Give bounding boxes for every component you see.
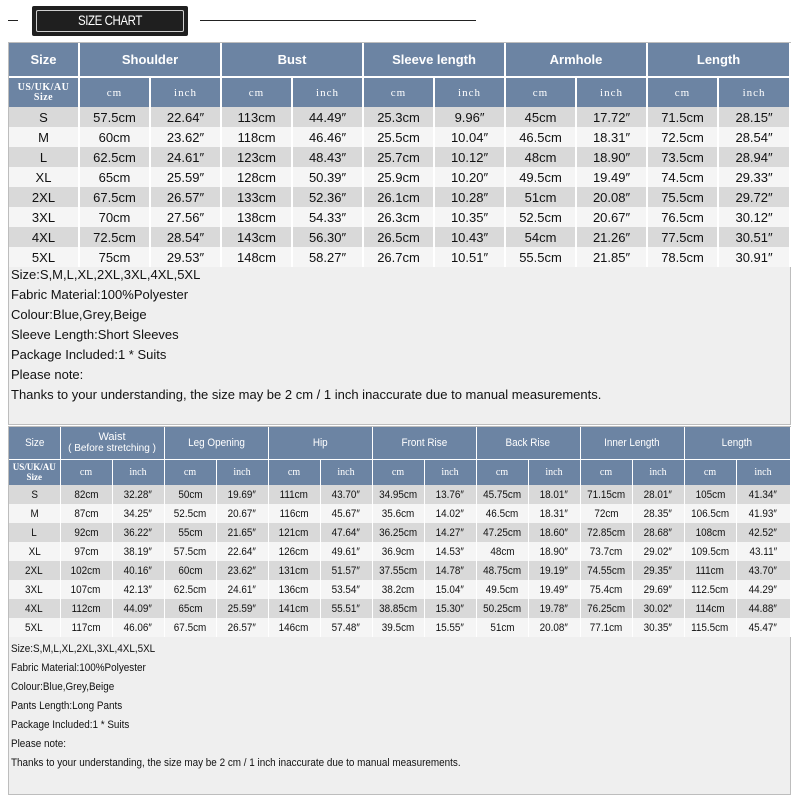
- measurement-cell: 28.54″: [150, 227, 221, 247]
- column-header-bust: Bust: [221, 43, 363, 77]
- unit-header: cm: [60, 459, 112, 485]
- measurement-cell: 27.56″: [150, 207, 221, 227]
- measurement-cell: 9.96″: [434, 107, 505, 127]
- unit-header: inch: [632, 459, 684, 485]
- table-row: [9, 599, 790, 618]
- pants-size-rows: [9, 485, 790, 637]
- measurement-cell: 70cm: [79, 207, 150, 227]
- waist-note: ( Before stretching ): [68, 443, 156, 455]
- measurement-cell: 45.75cm: [476, 485, 528, 504]
- measurement-cell: 62.5cm: [79, 147, 150, 167]
- header-rule: [200, 20, 476, 21]
- measurement-cell: 115.5cm: [684, 618, 736, 637]
- measurement-cell: 41.34″: [736, 485, 790, 504]
- measurement-cell: 28.01″: [632, 485, 684, 504]
- measurement-cell: 18.60″: [528, 523, 580, 542]
- measurement-cell: 44.49″: [292, 107, 363, 127]
- measurement-cell: 50.25cm: [476, 599, 528, 618]
- measurement-cell: 128cm: [221, 167, 292, 187]
- tops-notes: [11, 265, 786, 405]
- measurement-cell: 30.91″: [718, 247, 790, 267]
- measurement-cell: 55cm: [164, 523, 216, 542]
- measurement-cell: 24.61″: [150, 147, 221, 167]
- note-line: Thanks to your understanding, the size may be 2 cm / 1 inch inaccurate due to manual measurements.: [11, 757, 461, 769]
- measurement-cell: 30.12″: [718, 207, 790, 227]
- table-row: [9, 504, 790, 523]
- measurement-cell: 28.15″: [718, 107, 790, 127]
- measurement-cell: 148cm: [221, 247, 292, 267]
- measurement-cell: 48.75cm: [476, 561, 528, 580]
- size-cell: M: [9, 504, 60, 523]
- measurement-cell: 25.59″: [216, 599, 268, 618]
- measurement-cell: 54cm: [505, 227, 576, 247]
- pants-size-table: [9, 427, 791, 637]
- measurement-cell: 14.78″: [424, 561, 476, 580]
- measurement-cell: 37.55cm: [372, 561, 424, 580]
- measurement-cell: 114cm: [684, 599, 736, 618]
- measurement-cell: 48cm: [505, 147, 576, 167]
- table-row: [9, 618, 790, 637]
- measurement-cell: 25.5cm: [363, 127, 434, 147]
- measurement-cell: 118cm: [221, 127, 292, 147]
- size-cell: S: [9, 107, 79, 127]
- size-region-label: US/UK/AU: [17, 81, 70, 93]
- measurement-cell: 35.6cm: [372, 504, 424, 523]
- unit-header: cm: [505, 77, 576, 107]
- table-row: [9, 147, 790, 167]
- measurement-cell: 41.93″: [736, 504, 790, 523]
- measurement-cell: 26.57″: [216, 618, 268, 637]
- unit-header: cm: [79, 77, 150, 107]
- unit-header: inch: [528, 459, 580, 485]
- measurement-cell: 26.7cm: [363, 247, 434, 267]
- measurement-cell: 56.30″: [292, 227, 363, 247]
- tops-size-panel: [8, 42, 791, 425]
- note-line: Fabric Material:100%Polyester: [11, 287, 189, 302]
- size-chart-badge: [32, 6, 188, 36]
- measurement-cell: 21.65″: [216, 523, 268, 542]
- size-chart-title: SIZE CHART: [78, 12, 142, 28]
- column-header-back-rise: Back Rise: [476, 427, 580, 459]
- measurement-cell: 29.02″: [632, 542, 684, 561]
- measurement-cell: 28.35″: [632, 504, 684, 523]
- note-line: Fabric Material:100%Polyester: [11, 662, 146, 674]
- measurement-cell: 20.67″: [576, 207, 647, 227]
- measurement-cell: 57.48″: [320, 618, 372, 637]
- measurement-cell: 43.11″: [736, 542, 790, 561]
- measurement-cell: 26.5cm: [363, 227, 434, 247]
- column-header-waist: [60, 427, 164, 459]
- tops-size-table: [9, 43, 791, 267]
- unit-header: cm: [372, 459, 424, 485]
- measurement-cell: 38.2cm: [372, 580, 424, 599]
- unit-header: cm: [684, 459, 736, 485]
- measurement-cell: 75.5cm: [647, 187, 718, 207]
- unit-header: cm: [580, 459, 632, 485]
- measurement-cell: 18.31″: [576, 127, 647, 147]
- size-chart-header: [0, 0, 800, 40]
- header-dash: [8, 20, 18, 21]
- measurement-cell: 28.94″: [718, 147, 790, 167]
- measurement-cell: 44.09″: [112, 599, 164, 618]
- note-line: Size:S,M,L,XL,2XL,3XL,4XL,5XL: [11, 643, 156, 655]
- size-cell: 2XL: [9, 187, 79, 207]
- unit-header: cm: [221, 77, 292, 107]
- measurement-cell: 52.5cm: [505, 207, 576, 227]
- measurement-cell: 131cm: [268, 561, 320, 580]
- measurement-cell: 39.5cm: [372, 618, 424, 637]
- measurement-cell: 111cm: [268, 485, 320, 504]
- measurement-cell: 72cm: [580, 504, 632, 523]
- measurement-cell: 15.55″: [424, 618, 476, 637]
- measurement-cell: 51cm: [505, 187, 576, 207]
- column-header-shoulder: Shoulder: [79, 43, 221, 77]
- measurement-cell: 46.06″: [112, 618, 164, 637]
- measurement-cell: 30.51″: [718, 227, 790, 247]
- measurement-cell: 21.85″: [576, 247, 647, 267]
- measurement-cell: 44.88″: [736, 599, 790, 618]
- measurement-cell: 52.36″: [292, 187, 363, 207]
- measurement-cell: 49.5cm: [476, 580, 528, 599]
- size-cell: M: [9, 127, 79, 147]
- measurement-cell: 19.19″: [528, 561, 580, 580]
- unit-header: cm: [363, 77, 434, 107]
- table-row: [9, 542, 790, 561]
- measurement-cell: 82cm: [60, 485, 112, 504]
- note-line: Pants Length:Long Pants: [11, 700, 123, 712]
- measurement-cell: 30.02″: [632, 599, 684, 618]
- table-row: [9, 187, 790, 207]
- measurement-cell: 26.1cm: [363, 187, 434, 207]
- size-cell: XL: [9, 542, 60, 561]
- unit-header: inch: [292, 77, 363, 107]
- measurement-cell: 38.19″: [112, 542, 164, 561]
- size-cell: 3XL: [9, 580, 60, 599]
- measurement-cell: 29.69″: [632, 580, 684, 599]
- measurement-cell: 48.43″: [292, 147, 363, 167]
- measurement-cell: 62.5cm: [164, 580, 216, 599]
- measurement-cell: 65cm: [79, 167, 150, 187]
- measurement-cell: 22.64″: [216, 542, 268, 561]
- note-line: Size:S,M,L,XL,2XL,3XL,4XL,5XL: [11, 267, 201, 282]
- note-line: Colour:Blue,Grey,Beige: [11, 681, 115, 693]
- measurement-cell: 57.5cm: [164, 542, 216, 561]
- size-cell: 5XL: [9, 618, 60, 637]
- measurement-cell: 45.47″: [736, 618, 790, 637]
- measurement-cell: 143cm: [221, 227, 292, 247]
- size-header: Size: [9, 43, 79, 77]
- measurement-cell: 13.76″: [424, 485, 476, 504]
- measurement-cell: 29.35″: [632, 561, 684, 580]
- measurement-cell: 97cm: [60, 542, 112, 561]
- measurement-cell: 112cm: [60, 599, 112, 618]
- measurement-cell: 32.28″: [112, 485, 164, 504]
- note-line: Sleeve Length:Short Sleeves: [11, 327, 179, 342]
- measurement-cell: 71.5cm: [647, 107, 718, 127]
- measurement-cell: 14.27″: [424, 523, 476, 542]
- measurement-cell: 49.61″: [320, 542, 372, 561]
- measurement-cell: 121cm: [268, 523, 320, 542]
- unit-header: inch: [424, 459, 476, 485]
- measurement-cell: 55.5cm: [505, 247, 576, 267]
- measurement-cell: 53.54″: [320, 580, 372, 599]
- table-row: [9, 107, 790, 127]
- measurement-cell: 77.1cm: [580, 618, 632, 637]
- measurement-cell: 20.08″: [576, 187, 647, 207]
- measurement-cell: 10.20″: [434, 167, 505, 187]
- size-region-label: Size: [26, 472, 42, 483]
- size-cell: S: [9, 485, 60, 504]
- measurement-cell: 44.29″: [736, 580, 790, 599]
- measurement-cell: 67.5cm: [79, 187, 150, 207]
- measurement-cell: 29.53″: [150, 247, 221, 267]
- measurement-cell: 49.5cm: [505, 167, 576, 187]
- measurement-cell: 50.39″: [292, 167, 363, 187]
- measurement-cell: 34.25″: [112, 504, 164, 523]
- measurement-cell: 40.16″: [112, 561, 164, 580]
- measurement-cell: 19.49″: [528, 580, 580, 599]
- measurement-cell: 10.43″: [434, 227, 505, 247]
- measurement-cell: 28.54″: [718, 127, 790, 147]
- measurement-cell: 57.5cm: [79, 107, 150, 127]
- note-line: Please note:: [11, 738, 67, 750]
- measurement-cell: 15.30″: [424, 599, 476, 618]
- measurement-cell: 65cm: [164, 599, 216, 618]
- size-region-label: Size: [33, 91, 54, 103]
- measurement-cell: 73.7cm: [580, 542, 632, 561]
- measurement-cell: 106.5cm: [684, 504, 736, 523]
- table-row: [9, 167, 790, 187]
- measurement-cell: 19.69″: [216, 485, 268, 504]
- measurement-cell: 76.25cm: [580, 599, 632, 618]
- measurement-cell: 29.33″: [718, 167, 790, 187]
- measurement-cell: 78.5cm: [647, 247, 718, 267]
- measurement-cell: 75.4cm: [580, 580, 632, 599]
- measurement-cell: 72.5cm: [79, 227, 150, 247]
- measurement-cell: 25.3cm: [363, 107, 434, 127]
- table-row: [9, 523, 790, 542]
- column-header-inner-length: Inner Length: [580, 427, 684, 459]
- measurement-cell: 14.02″: [424, 504, 476, 523]
- size-cell: 5XL: [9, 247, 79, 267]
- table-row: [9, 580, 790, 599]
- size-cell: XL: [9, 167, 79, 187]
- measurement-cell: 10.04″: [434, 127, 505, 147]
- size-region-header: [9, 459, 60, 485]
- measurement-cell: 123cm: [221, 147, 292, 167]
- size-cell: L: [9, 147, 79, 167]
- measurement-cell: 42.13″: [112, 580, 164, 599]
- measurement-cell: 52.5cm: [164, 504, 216, 523]
- size-cell: 2XL: [9, 561, 60, 580]
- table-row: [9, 207, 790, 227]
- measurement-cell: 36.22″: [112, 523, 164, 542]
- measurement-cell: 50cm: [164, 485, 216, 504]
- unit-header: inch: [434, 77, 505, 107]
- measurement-cell: 141cm: [268, 599, 320, 618]
- measurement-cell: 111cm: [684, 561, 736, 580]
- measurement-cell: 26.57″: [150, 187, 221, 207]
- measurement-cell: 146cm: [268, 618, 320, 637]
- measurement-cell: 17.72″: [576, 107, 647, 127]
- measurement-cell: 87cm: [60, 504, 112, 523]
- table-row: [9, 127, 790, 147]
- measurement-cell: 25.59″: [150, 167, 221, 187]
- note-line: Colour:Blue,Grey,Beige: [11, 307, 147, 322]
- size-cell: 4XL: [9, 227, 79, 247]
- measurement-cell: 36.9cm: [372, 542, 424, 561]
- unit-header: cm: [164, 459, 216, 485]
- measurement-cell: 105cm: [684, 485, 736, 504]
- measurement-cell: 14.53″: [424, 542, 476, 561]
- measurement-cell: 26.3cm: [363, 207, 434, 227]
- measurement-cell: 74.5cm: [647, 167, 718, 187]
- table-row: [9, 485, 790, 504]
- measurement-cell: 10.51″: [434, 247, 505, 267]
- measurement-cell: 74.55cm: [580, 561, 632, 580]
- size-region-label: US/UK/AU: [12, 462, 56, 473]
- measurement-cell: 23.62″: [150, 127, 221, 147]
- size-region-header: [9, 77, 79, 107]
- measurement-cell: 51cm: [476, 618, 528, 637]
- measurement-cell: 38.85cm: [372, 599, 424, 618]
- measurement-cell: 108cm: [684, 523, 736, 542]
- unit-header: inch: [112, 459, 164, 485]
- measurement-cell: 42.52″: [736, 523, 790, 542]
- measurement-cell: 20.08″: [528, 618, 580, 637]
- column-header-front-rise: Front Rise: [372, 427, 476, 459]
- measurement-cell: 75cm: [79, 247, 150, 267]
- size-cell: 3XL: [9, 207, 79, 227]
- unit-header: inch: [576, 77, 647, 107]
- measurement-cell: 116cm: [268, 504, 320, 523]
- measurement-cell: 46.5cm: [476, 504, 528, 523]
- measurement-cell: 67.5cm: [164, 618, 216, 637]
- measurement-cell: 92cm: [60, 523, 112, 542]
- measurement-cell: 15.04″: [424, 580, 476, 599]
- measurement-cell: 22.64″: [150, 107, 221, 127]
- pants-notes: [11, 640, 786, 773]
- unit-header: cm: [476, 459, 528, 485]
- table-row: [9, 247, 790, 267]
- size-header: Size: [9, 427, 60, 459]
- note-line: Package Included:1 * Suits: [11, 347, 167, 362]
- waist-label: Waist: [98, 431, 126, 444]
- measurement-cell: 10.28″: [434, 187, 505, 207]
- size-cell: L: [9, 523, 60, 542]
- note-line: Please note:: [11, 367, 84, 382]
- unit-header: cm: [268, 459, 320, 485]
- measurement-cell: 18.90″: [528, 542, 580, 561]
- measurement-cell: 34.95cm: [372, 485, 424, 504]
- measurement-cell: 109.5cm: [684, 542, 736, 561]
- column-header-armhole: Armhole: [505, 43, 647, 77]
- measurement-cell: 102cm: [60, 561, 112, 580]
- measurement-cell: 25.7cm: [363, 147, 434, 167]
- measurement-cell: 19.49″: [576, 167, 647, 187]
- measurement-cell: 117cm: [60, 618, 112, 637]
- measurement-cell: 136cm: [268, 580, 320, 599]
- column-header-length: Length: [684, 427, 790, 459]
- measurement-cell: 43.70″: [736, 561, 790, 580]
- measurement-cell: 18.90″: [576, 147, 647, 167]
- measurement-cell: 71.15cm: [580, 485, 632, 504]
- measurement-cell: 18.31″: [528, 504, 580, 523]
- measurement-cell: 47.64″: [320, 523, 372, 542]
- measurement-cell: 76.5cm: [647, 207, 718, 227]
- measurement-cell: 55.51″: [320, 599, 372, 618]
- measurement-cell: 10.35″: [434, 207, 505, 227]
- measurement-cell: 47.25cm: [476, 523, 528, 542]
- measurement-cell: 18.01″: [528, 485, 580, 504]
- measurement-cell: 60cm: [164, 561, 216, 580]
- measurement-cell: 72.85cm: [580, 523, 632, 542]
- unit-header: inch: [216, 459, 268, 485]
- measurement-cell: 107cm: [60, 580, 112, 599]
- column-header-length: Length: [647, 43, 790, 77]
- pants-size-panel: [8, 426, 791, 795]
- table-row: [9, 561, 790, 580]
- unit-header: inch: [718, 77, 790, 107]
- measurement-cell: 73.5cm: [647, 147, 718, 167]
- size-cell: 4XL: [9, 599, 60, 618]
- measurement-cell: 10.12″: [434, 147, 505, 167]
- tops-size-rows: [9, 107, 790, 267]
- measurement-cell: 72.5cm: [647, 127, 718, 147]
- measurement-cell: 43.70″: [320, 485, 372, 504]
- note-line: Thanks to your understanding, the size may be 2 cm / 1 inch inaccurate due to manual measurements.: [11, 387, 602, 402]
- unit-header: cm: [647, 77, 718, 107]
- measurement-cell: 46.46″: [292, 127, 363, 147]
- note-line: Package Included:1 * Suits: [11, 719, 130, 731]
- measurement-cell: 28.68″: [632, 523, 684, 542]
- measurement-cell: 77.5cm: [647, 227, 718, 247]
- measurement-cell: 21.26″: [576, 227, 647, 247]
- measurement-cell: 29.72″: [718, 187, 790, 207]
- measurement-cell: 48cm: [476, 542, 528, 561]
- measurement-cell: 113cm: [221, 107, 292, 127]
- measurement-cell: 24.61″: [216, 580, 268, 599]
- measurement-cell: 60cm: [79, 127, 150, 147]
- measurement-cell: 30.35″: [632, 618, 684, 637]
- measurement-cell: 36.25cm: [372, 523, 424, 542]
- unit-header: inch: [320, 459, 372, 485]
- column-header-hip: Hip: [268, 427, 372, 459]
- measurement-cell: 112.5cm: [684, 580, 736, 599]
- measurement-cell: 19.78″: [528, 599, 580, 618]
- measurement-cell: 45.67″: [320, 504, 372, 523]
- measurement-cell: 58.27″: [292, 247, 363, 267]
- measurement-cell: 133cm: [221, 187, 292, 207]
- measurement-cell: 46.5cm: [505, 127, 576, 147]
- column-header-sleeve-length: Sleeve length: [363, 43, 505, 77]
- measurement-cell: 20.67″: [216, 504, 268, 523]
- unit-header: inch: [736, 459, 790, 485]
- measurement-cell: 45cm: [505, 107, 576, 127]
- measurement-cell: 126cm: [268, 542, 320, 561]
- measurement-cell: 23.62″: [216, 561, 268, 580]
- table-row: [9, 227, 790, 247]
- measurement-cell: 54.33″: [292, 207, 363, 227]
- measurement-cell: 138cm: [221, 207, 292, 227]
- column-header-leg-opening: Leg Opening: [164, 427, 268, 459]
- measurement-cell: 25.9cm: [363, 167, 434, 187]
- measurement-cell: 51.57″: [320, 561, 372, 580]
- unit-header: inch: [150, 77, 221, 107]
